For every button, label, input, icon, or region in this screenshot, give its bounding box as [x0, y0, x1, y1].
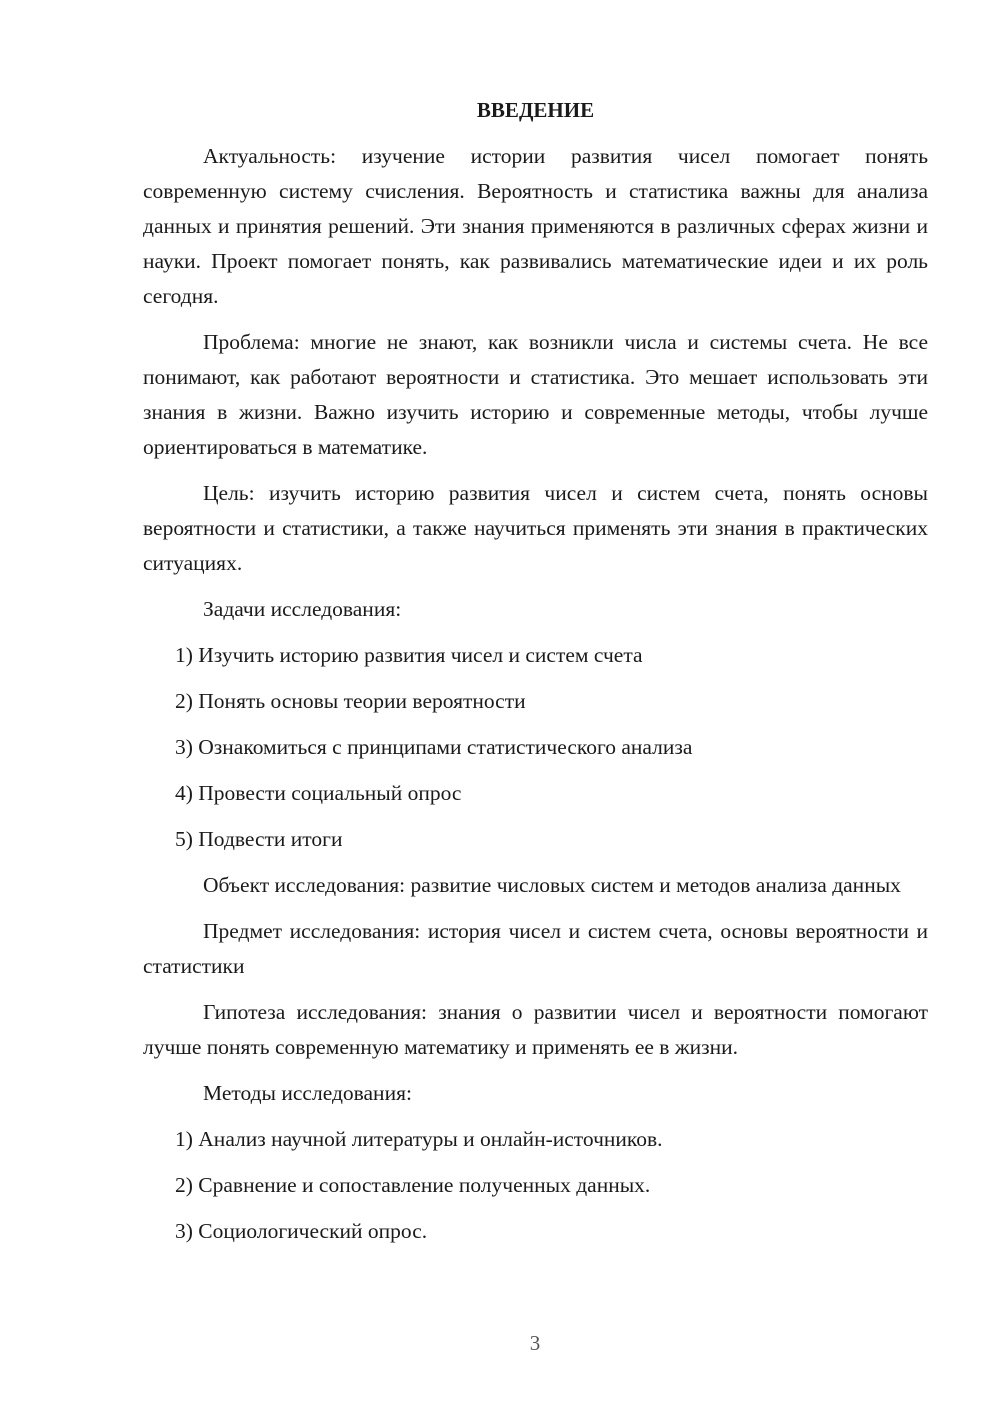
- section-heading: ВВЕДЕНИЕ: [476, 98, 595, 122]
- method-item: 2) Сравнение и сопоставление полученных данных.: [175, 1173, 651, 1197]
- tasks-intro: Задачи исследования:: [203, 597, 402, 621]
- methods-list: [143, 1122, 928, 1249]
- page-number: 3: [529, 1331, 541, 1355]
- task-item: 3) Ознакомиться с принципами статистического анализа: [175, 735, 693, 759]
- methods-intro: Методы исследования:: [203, 1081, 412, 1105]
- goal-paragraph: Цель: изучить историю развития чисел и систем счета, понять основы вероятности и статистики, а также научиться применять эти знания в практических ситуациях.: [143, 481, 928, 575]
- task-item: 5) Подвести итоги: [175, 827, 343, 851]
- tasks-list: [143, 638, 928, 857]
- task-item: 4) Провести социальный опрос: [175, 781, 462, 805]
- subject-paragraph: Предмет исследования: история чисел и систем счета, основы вероятности и статистики: [143, 919, 928, 978]
- hypothesis-paragraph: Гипотеза исследования: знания о развитии чисел и вероятности помогают лучше понять современную математику и применять ее в жизни.: [143, 1000, 928, 1059]
- relevance-paragraph: Актуальность: изучение истории развития чисел помогает понять современную систему счисления. Вероятность и статистика важны для анализа данных и принятия решений. Эти знания применяются в различных сферах жизни и науки. Проект помогает понять, как развивались математические идеи и их роль сегодня.: [143, 144, 928, 308]
- problem-paragraph: Проблема: многие не знают, как возникли числа и системы счета. Не все понимают, как работают вероятности и статистика. Это мешает использовать эти знания в жизни. Важно изучить историю и современные методы, чтобы лучше ориентироваться в математике.: [143, 330, 928, 459]
- object-paragraph: Объект исследования: развитие числовых систем и методов анализа данных: [203, 873, 901, 897]
- method-item: 1) Анализ научной литературы и онлайн-источников.: [175, 1127, 663, 1151]
- task-item: 2) Понять основы теории вероятности: [175, 689, 526, 713]
- method-item: 3) Социологический опрос.: [175, 1219, 428, 1243]
- page-content: [143, 93, 928, 1260]
- task-item: 1) Изучить историю развития чисел и систем счета: [175, 643, 643, 667]
